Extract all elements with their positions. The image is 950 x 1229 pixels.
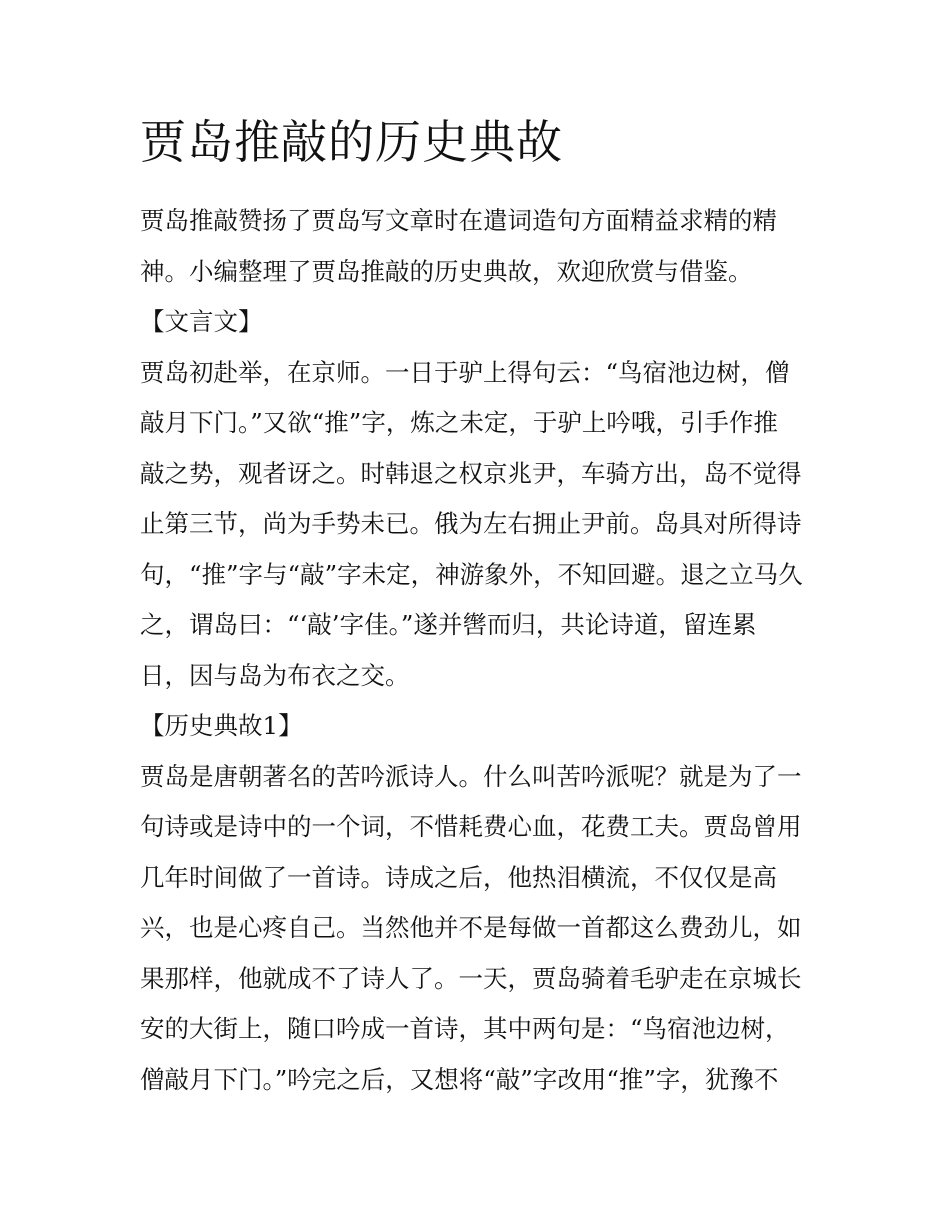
story-line: 果那样，他就成不了诗人了。一天，贾岛骑着毛驴走在京城长 xyxy=(140,963,802,993)
story-line: 几年时间做了一首诗。诗成之后，他热泪横流，不仅仅是高 xyxy=(140,862,777,892)
story-line: 安的大街上，随口吟成一首诗，其中两句是：“鸟宿池边树， xyxy=(140,1014,790,1043)
classical-line: 日，因与岛为布衣之交。 xyxy=(140,660,410,690)
story-line: 句诗或是诗中的一个词，不惜耗费心血，花费工夫。贾岛曾用 xyxy=(140,812,802,841)
classical-text-paragraph xyxy=(140,348,812,702)
document-title: 贾岛推敲的历史典故 xyxy=(140,115,563,169)
classical-line: 止第三节，尚为手势未已。俄为左右拥止尹前。岛具对所得诗 xyxy=(140,509,802,538)
story-line: 兴，也是心疼自己。当然他并不是每做一首都这么费劲儿，如 xyxy=(140,913,802,942)
section-heading-classical: 【文言文】 xyxy=(140,307,263,336)
classical-line: 句，“推”字与“敲”字未定，神游象外，不知回避。退之立马久 xyxy=(140,559,803,589)
document-page xyxy=(140,112,812,1105)
classical-line: 敲月下门。”又欲“推”字，炼之未定，于驴上吟哦，引手作推 xyxy=(140,408,778,437)
intro-line: 贾岛推敲赞扬了贾岛写文章时在遣词造句方面精益求精的精 xyxy=(140,206,777,235)
intro-paragraph xyxy=(140,196,812,297)
section-heading-story-1: 【历史典故1】 xyxy=(140,711,303,740)
classical-line: 之，谓岛曰：“‘敲’字佳。”遂并辔而归，共论诗道，留连累 xyxy=(140,610,757,639)
classical-line: 敲之势，观者讶之。时韩退之权京兆尹，车骑方出，岛不觉得 xyxy=(140,458,802,488)
story-paragraph xyxy=(140,752,812,1106)
classical-line: 贾岛初赴举，在京师。一日于驴上得句云：“鸟宿池边树，僧 xyxy=(140,357,790,387)
story-line: 贾岛是唐朝著名的苦吟派诗人。什么叫苦吟派呢？就是为了一 xyxy=(140,761,802,791)
intro-line: 神。小编整理了贾岛推敲的历史典故，欢迎欣赏与借鉴。 xyxy=(140,256,753,286)
story-line: 僧敲月下门。”吟完之后，又想将“敲”字改用“推”字，犹豫不 xyxy=(140,1064,779,1094)
